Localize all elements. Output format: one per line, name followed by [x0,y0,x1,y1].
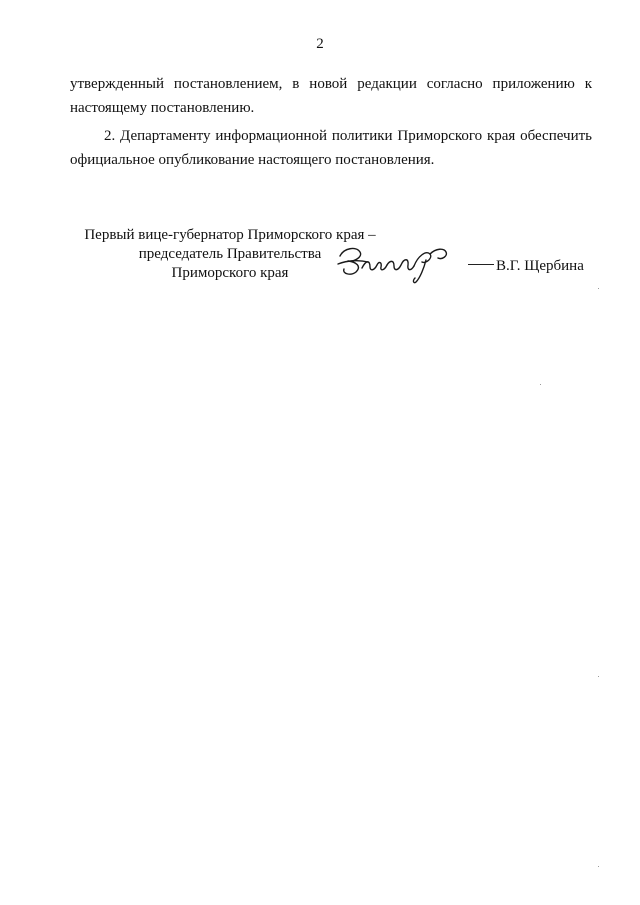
paragraph-2-line-1: 2. Департаменту информационной политики Приморского края обеспечить [104,128,592,144]
paragraph-1-line-1: утвержденный постановлением, в новой редакции согласно приложению к [70,76,592,92]
signatory-name: В.Г. Щербина [496,258,584,274]
signatory-title-line-3: Приморского края [171,265,289,281]
scan-speck [540,384,541,385]
paragraph-1 [70,72,592,120]
scan-speck [598,288,599,289]
signature-dash [468,264,494,265]
scan-speck [598,676,599,677]
signatory-title-line-1: Первый вице-губернатор Приморского края – [84,227,376,243]
page-number: 2 [316,36,324,52]
signatory-title-line-2: председатель Правительства [138,246,322,262]
paragraph-2-line-2: официальное опубликование настоящего постановления. [70,152,435,168]
scan-speck [598,866,599,867]
paragraph-2 [70,124,592,172]
paragraph-1-line-2: настоящему постановлению. [70,100,255,116]
handwritten-signature [334,238,464,286]
